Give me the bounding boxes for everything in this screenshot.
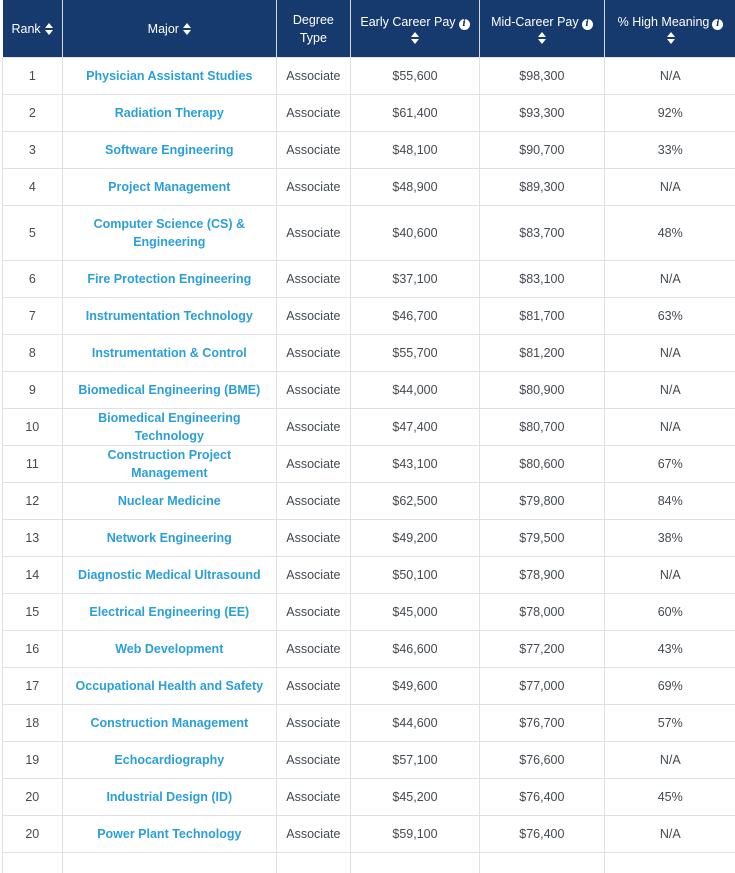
degree-type-cell: Associate [276, 58, 350, 95]
degree-type-cell: Associate [276, 742, 350, 779]
major-link[interactable]: Radiation Therapy [62, 95, 276, 132]
mid-career-pay-cell: $78,000 [480, 594, 604, 631]
empty-cell [350, 853, 479, 873]
table-row [3, 298, 735, 335]
table-row [3, 169, 735, 206]
table-row [3, 446, 735, 483]
rank-cell: 18 [3, 705, 63, 742]
header-rank[interactable] [3, 0, 63, 58]
mid-career-pay-cell: $77,000 [480, 668, 604, 705]
degree-type-cell: Associate [276, 705, 350, 742]
degree-type-cell: Associate [276, 206, 350, 261]
sort-updown-icon[interactable] [667, 32, 675, 44]
early-career-pay-cell: $43,100 [350, 446, 479, 483]
major-link[interactable]: Construction Project Management [62, 446, 276, 483]
empty-cell [480, 853, 604, 873]
degree-type-cell: Associate [276, 372, 350, 409]
high-meaning-cell: 43% [604, 631, 735, 668]
table-row [3, 409, 735, 446]
rank-cell: 6 [3, 261, 63, 298]
sort-updown-icon[interactable] [411, 32, 419, 44]
table-row [3, 95, 735, 132]
table-header-row [3, 0, 735, 58]
table-row [3, 132, 735, 169]
degree-type-cell: Associate [276, 298, 350, 335]
table-row [3, 483, 735, 520]
table-row [3, 779, 735, 816]
early-career-pay-cell: $48,100 [350, 132, 479, 169]
info-icon[interactable]: i [582, 19, 593, 30]
degree-type-cell: Associate [276, 483, 350, 520]
early-career-pay-cell: $47,400 [350, 409, 479, 446]
table-row [3, 372, 735, 409]
rank-cell: 10 [3, 409, 63, 446]
mid-career-pay-cell: $93,300 [480, 95, 604, 132]
high-meaning-cell: 38% [604, 520, 735, 557]
table-row [3, 594, 735, 631]
early-career-pay-cell: $46,700 [350, 298, 479, 335]
major-link[interactable]: Power Plant Technology [62, 816, 276, 853]
header-degree-type-line2: Type [300, 31, 327, 45]
info-icon[interactable]: i [459, 19, 470, 30]
early-career-pay-cell: $61,400 [350, 95, 479, 132]
degree-type-cell: Associate [276, 557, 350, 594]
major-link[interactable]: Industrial Design (ID) [62, 779, 276, 816]
rank-cell: 14 [3, 557, 63, 594]
high-meaning-cell: N/A [604, 742, 735, 779]
rank-cell: 12 [3, 483, 63, 520]
table-row [3, 206, 735, 261]
high-meaning-cell: 69% [604, 668, 735, 705]
high-meaning-cell: 84% [604, 483, 735, 520]
degree-type-cell: Associate [276, 169, 350, 206]
mid-career-pay-cell: $80,900 [480, 372, 604, 409]
degree-type-cell: Associate [276, 594, 350, 631]
high-meaning-cell: 67% [604, 446, 735, 483]
major-link[interactable]: Construction Management [62, 705, 276, 742]
early-career-pay-cell: $49,600 [350, 668, 479, 705]
mid-career-pay-cell: $89,300 [480, 169, 604, 206]
mid-career-pay-cell: $76,400 [480, 779, 604, 816]
table-row [3, 520, 735, 557]
major-link[interactable]: Project Management [62, 169, 276, 206]
header-rank-label: Rank [11, 22, 40, 36]
sort-updown-icon[interactable] [45, 23, 53, 35]
rank-cell: 1 [3, 58, 63, 95]
header-major[interactable] [62, 0, 276, 58]
high-meaning-cell: N/A [604, 816, 735, 853]
table-row [3, 742, 735, 779]
degree-type-cell: Associate [276, 335, 350, 372]
salary-table [2, 0, 735, 873]
high-meaning-cell: 45% [604, 779, 735, 816]
rank-cell: 2 [3, 95, 63, 132]
early-career-pay-cell: $44,000 [350, 372, 479, 409]
major-link[interactable]: Diagnostic Medical Ultrasound [62, 557, 276, 594]
header-high-meaning[interactable] [604, 0, 735, 58]
early-career-pay-cell: $57,100 [350, 742, 479, 779]
header-mid-career-label: Mid-Career Pay [491, 15, 579, 29]
high-meaning-cell: N/A [604, 169, 735, 206]
early-career-pay-cell: $62,500 [350, 483, 479, 520]
degree-type-cell: Associate [276, 520, 350, 557]
early-career-pay-cell: $48,900 [350, 169, 479, 206]
rank-cell: 8 [3, 335, 63, 372]
early-career-pay-cell: $37,100 [350, 261, 479, 298]
rank-cell: 15 [3, 594, 63, 631]
rank-cell: 17 [3, 668, 63, 705]
mid-career-pay-cell: $76,700 [480, 705, 604, 742]
empty-cell [62, 853, 276, 873]
mid-career-pay-cell: $76,600 [480, 742, 604, 779]
table-row [3, 58, 735, 95]
major-link[interactable]: Fire Protection Engineering [62, 261, 276, 298]
rank-cell: 3 [3, 132, 63, 169]
degree-type-cell: Associate [276, 409, 350, 446]
early-career-pay-cell: $55,700 [350, 335, 479, 372]
high-meaning-cell: 92% [604, 95, 735, 132]
table-row [3, 816, 735, 853]
high-meaning-cell: N/A [604, 335, 735, 372]
early-career-pay-cell: $50,100 [350, 557, 479, 594]
mid-career-pay-cell: $81,200 [480, 335, 604, 372]
empty-cell [3, 853, 63, 873]
degree-type-cell: Associate [276, 132, 350, 169]
mid-career-pay-cell: $78,900 [480, 557, 604, 594]
info-icon[interactable]: i [712, 19, 723, 30]
high-meaning-cell: 57% [604, 705, 735, 742]
early-career-pay-cell: $45,000 [350, 594, 479, 631]
major-link[interactable]: Network Engineering [62, 520, 276, 557]
rank-cell: 20 [3, 779, 63, 816]
high-meaning-cell: N/A [604, 58, 735, 95]
mid-career-pay-cell: $76,400 [480, 816, 604, 853]
mid-career-pay-cell: $98,300 [480, 58, 604, 95]
sort-updown-icon[interactable] [183, 23, 191, 35]
table-body [3, 58, 735, 873]
high-meaning-cell: 33% [604, 132, 735, 169]
high-meaning-cell: N/A [604, 557, 735, 594]
table-row [3, 335, 735, 372]
early-career-pay-cell: $59,100 [350, 816, 479, 853]
major-link[interactable]: Occupational Health and Safety [62, 668, 276, 705]
mid-career-pay-cell: $80,700 [480, 409, 604, 446]
header-degree-type [276, 0, 350, 58]
rank-cell: 9 [3, 372, 63, 409]
early-career-pay-cell: $40,600 [350, 206, 479, 261]
mid-career-pay-cell: $79,800 [480, 483, 604, 520]
major-link[interactable]: Web Development [62, 631, 276, 668]
degree-type-cell: Associate [276, 446, 350, 483]
mid-career-pay-cell: $80,600 [480, 446, 604, 483]
early-career-pay-cell: $44,600 [350, 705, 479, 742]
high-meaning-cell: 60% [604, 594, 735, 631]
major-link[interactable]: Biomedical Engineering Technology [62, 409, 276, 446]
major-link[interactable]: Instrumentation Technology [62, 298, 276, 335]
degree-type-cell: Associate [276, 668, 350, 705]
header-mid-career-pay[interactable] [480, 0, 604, 58]
major-link[interactable]: Instrumentation & Control [62, 335, 276, 372]
major-link[interactable]: Echocardiography [62, 742, 276, 779]
early-career-pay-cell: $45,200 [350, 779, 479, 816]
high-meaning-cell: N/A [604, 261, 735, 298]
rank-cell: 11 [3, 446, 63, 483]
table-row [3, 557, 735, 594]
header-degree-type-line1: Degree [293, 13, 334, 27]
major-link[interactable]: Biomedical Engineering (BME) [62, 372, 276, 409]
empty-cell [604, 853, 735, 873]
rank-cell: 5 [3, 206, 63, 261]
header-early-career-pay[interactable] [350, 0, 479, 58]
rank-cell: 20 [3, 816, 63, 853]
major-link[interactable]: Software Engineering [62, 132, 276, 169]
high-meaning-cell: 48% [604, 206, 735, 261]
early-career-pay-cell: $55,600 [350, 58, 479, 95]
table-row-partial [3, 853, 735, 873]
rank-cell: 4 [3, 169, 63, 206]
table-row [3, 261, 735, 298]
rank-cell: 16 [3, 631, 63, 668]
rank-cell: 19 [3, 742, 63, 779]
degree-type-cell: Associate [276, 631, 350, 668]
mid-career-pay-cell: $83,700 [480, 206, 604, 261]
header-early-career-label: Early Career Pay [360, 15, 455, 29]
mid-career-pay-cell: $79,500 [480, 520, 604, 557]
early-career-pay-cell: $49,200 [350, 520, 479, 557]
mid-career-pay-cell: $83,100 [480, 261, 604, 298]
table-row [3, 705, 735, 742]
mid-career-pay-cell: $81,700 [480, 298, 604, 335]
table-row [3, 631, 735, 668]
high-meaning-cell: N/A [604, 372, 735, 409]
rank-cell: 7 [3, 298, 63, 335]
major-link[interactable]: Computer Science (CS) & Engineering [62, 206, 276, 261]
table-row [3, 668, 735, 705]
rank-cell: 13 [3, 520, 63, 557]
major-link[interactable]: Physician Assistant Studies [62, 58, 276, 95]
degree-type-cell: Associate [276, 816, 350, 853]
mid-career-pay-cell: $90,700 [480, 132, 604, 169]
major-link[interactable]: Electrical Engineering (EE) [62, 594, 276, 631]
mid-career-pay-cell: $77,200 [480, 631, 604, 668]
sort-updown-icon[interactable] [538, 32, 546, 44]
header-major-label: Major [148, 22, 179, 36]
high-meaning-cell: 63% [604, 298, 735, 335]
high-meaning-cell: N/A [604, 409, 735, 446]
major-link[interactable]: Nuclear Medicine [62, 483, 276, 520]
early-career-pay-cell: $46,600 [350, 631, 479, 668]
empty-cell [276, 853, 350, 873]
degree-type-cell: Associate [276, 779, 350, 816]
header-high-meaning-label: % High Meaning [618, 15, 710, 29]
degree-type-cell: Associate [276, 95, 350, 132]
degree-type-cell: Associate [276, 261, 350, 298]
